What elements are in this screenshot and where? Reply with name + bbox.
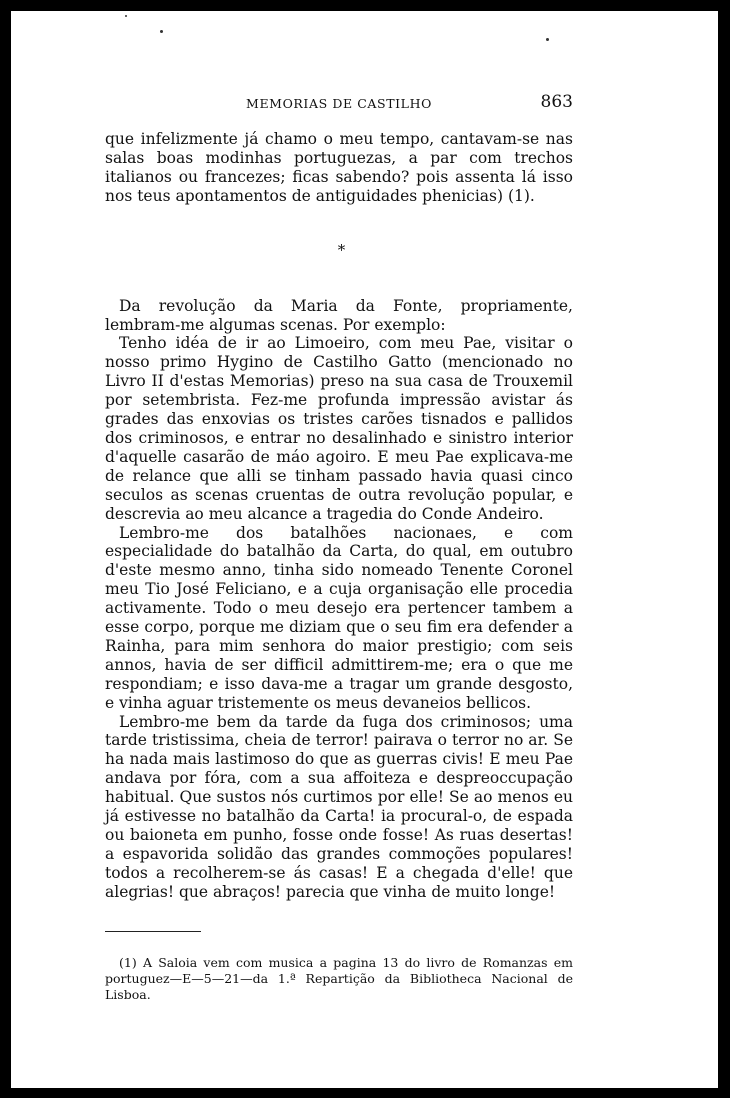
scan-speck [546,38,549,41]
paragraph-4: Lembro-me bem da tarde da fuga dos criminosos; uma tarde tristissima, cheia de terror! pairava o terror no ar. Se ha nada mais lastimoso do que as guerras civis! E meu Pae andava por fóra, com a sua affoiteza e despreoccupação habitual. Que sustos nós curtimos por elle! Se ao menos eu já estivesse no batalhão da Carta! ia procural-o, de espada ou baioneta em punho, fosse onde fosse! As ruas desertas! a espavorida solidão das grandes commoções populares! todos a recolherem-se ás casas! E a chegada d'elle! que alegrias! que abraços! parecia que vinha de muito longe! [105,712,573,901]
page-number: 863 [540,92,573,112]
paragraph-3: Lembro-me dos batalhões nacionaes, e com especialidade do batalhão da Carta, do qual, em outubro d'este mesmo anno, tinha sido nomeado Tenente Coronel meu Tio José Feliciano, e a cuja organisação elle procedia activamente. Todo o meu desejo era pertencer tambem a esse corpo, porque me diziam que o seu fim era defender a Rainha, para mim senhora do maior prestigio; com seis annos, havia de ser difficil admittirem-me; era o que me respondiam; e isso dava-me a tragar um grande desgosto, e vinha aguar tristemente os meus devaneios bellicos. [105,523,573,712]
paragraph-2: Tenho idéa de ir ao Limoeiro, com meu Pae, visitar o nosso primo Hygino de Castilho Gatto (mencionado no Livro II d'estas Memorias) preso na sua casa de Trouxemil por setembrista. Fez-me profunda impressão avistar ás grades das enxovias os tristes carões tisnados e pallidos dos criminosos, e entrar no desalinhado e sinistro interior d'aquelle casarão de máo agoiro. E meu Pae explicava-me de relance que alli se tinham passado havia quasi cinco seculos as scenas cruentas de outra revolução popular, e descrevia ao meu alcance a tragedia do Conde Andeiro. [105,334,573,523]
scan-border-left [0,0,11,1098]
scan-speck [125,15,127,17]
section-separator: * [337,240,346,259]
scan-border-bottom [0,1088,730,1098]
running-header [105,92,573,118]
footnote: (1) A Saloia vem com musica a pagina 13 do livro de Romanzas em portuguez—E—5—21—da 1.ª Repartição da Bibliotheca Nacional de Lisboa. [105,954,573,1002]
footnote-rule [105,931,201,932]
paragraph-1: Da revolução da Maria da Fonte, propriamente, lembram-me algumas scenas. Por exemplo: [105,296,573,334]
scan-border-top [0,0,730,11]
book-page [105,92,573,1003]
scan-border-right [718,0,730,1098]
running-title: MEMORIAS DE CASTILHO [246,96,432,111]
scan-speck [160,30,163,33]
paragraph-intro: que infelizmente já chamo o meu tempo, cantavam-se nas salas boas modinhas portuguezas, a par com trechos italianos ou francezes; ficas sabendo? pois assenta lá isso nos teus apontamentos de antiguidades phenicias) (1). [105,130,573,205]
